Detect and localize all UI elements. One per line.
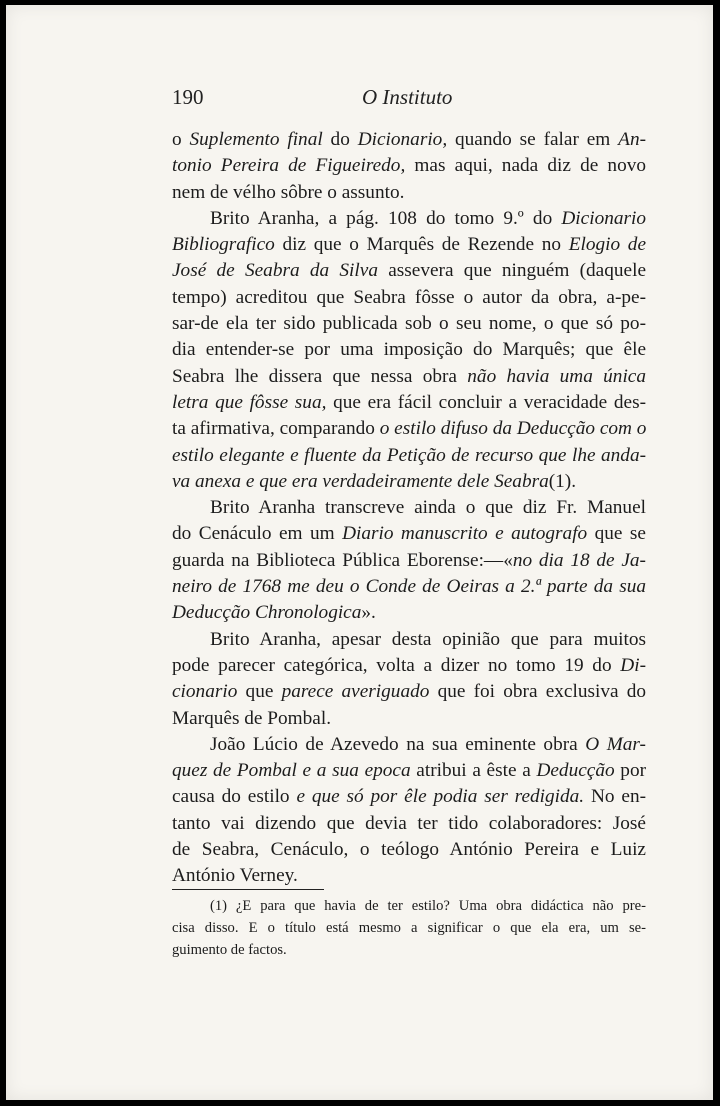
text-line: tonio Pereira de Figueiredo, mas aqui, nada diz de novo <box>172 155 646 177</box>
text-line: Seabra lhe dissera que nessa obra não havia uma única <box>172 365 647 387</box>
footnote-line: cisa disso. E o título está mesmo a significar o que ela era, um se- <box>172 920 646 936</box>
text-line: Brito Aranha, apesar desta opinião que para muitos <box>210 628 646 650</box>
text-line: dia entender-se por uma imposição do Marquês; que êle <box>172 339 646 361</box>
footnote-ref: (1). <box>548 470 577 492</box>
journal-title: O Instituto <box>362 85 453 109</box>
text-line: Deducção Chronologica». <box>172 602 376 624</box>
text-line: Bibliografico diz que o Marquês de Rezende no Elogio de <box>172 234 647 256</box>
footnote-line: (1) ¿E para que havia de ter estilo? Uma obra didáctica não pre- <box>210 898 646 914</box>
text-line: cionario que parece averiguado que foi obra exclusiva do <box>172 681 647 703</box>
text-line: Marquês de Pombal. <box>172 707 332 729</box>
text-line: Brito Aranha, a pág. 108 do tomo 9.º do Dicionario <box>210 207 646 229</box>
text-line: de Seabra, Cenáculo, o teólogo António Pereira e Luiz <box>172 839 646 861</box>
paragraph-1 <box>172 127 646 206</box>
text-line: nem de vélho sôbre o assunto. <box>172 181 405 203</box>
paragraph-3 <box>172 495 646 626</box>
footnote-rule <box>172 889 324 890</box>
text-line: neiro de 1768 me deu o Conde de Oeiras a 2.ª parte da sua <box>172 576 646 598</box>
page-number: 190 <box>172 85 204 109</box>
text-line: ta afirmativa, comparando o estilo difuso da Deducção com o <box>172 418 647 440</box>
text-line: António Verney. <box>172 865 298 887</box>
paragraph-4 <box>172 627 646 732</box>
paragraph-5 <box>172 732 646 890</box>
footnote <box>172 895 646 961</box>
text-line: do Cenáculo em um Diario manuscrito e autografo que se <box>172 523 646 545</box>
text-line: Brito Aranha transcreve ainda o que diz Fr. Manuel <box>210 497 646 519</box>
text-line: letra que fôsse sua, que era fácil concluir a veracidade des- <box>172 391 646 413</box>
text-line: causa do estilo e que só por êle podia ser redigida. No en- <box>172 786 647 808</box>
body-text <box>172 127 646 890</box>
text-line: sar-de ela ter sido publicada sob o seu nome, o que só po- <box>172 313 646 335</box>
text-line: va anexa e que era verdadeiramente dele Seabra(1). <box>172 470 577 492</box>
text-line: José de Seabra da Silva assevera que ninguém (daquele <box>172 260 646 282</box>
text-line: João Lúcio de Azevedo na sua eminente obra O Mar- <box>210 733 646 755</box>
book-page <box>6 5 713 1100</box>
paragraph-2 <box>172 206 646 495</box>
text-line: o Suplemento final do Dicionario, quando se falar em An- <box>172 129 647 150</box>
text-line: tanto vai dizendo que devia ter tido colaboradores: José <box>172 812 646 834</box>
text-line: quez de Pombal e a sua epoca atribui a êste a Deducção por <box>172 760 647 782</box>
running-head <box>172 85 646 113</box>
text-line: tempo) acreditou que Seabra fôsse o autor da obra, a-pe- <box>172 286 646 308</box>
text-line: estilo elegante e fluente da Petição de recurso que lhe anda- <box>172 444 646 466</box>
text-line: guarda na Biblioteca Pública Eborense:—«no dia 18 de Ja- <box>172 549 646 571</box>
text-line: pode parecer categórica, volta a dizer no tomo 19 do Di- <box>172 654 646 676</box>
footnote-line: guimento de factos. <box>172 942 287 958</box>
